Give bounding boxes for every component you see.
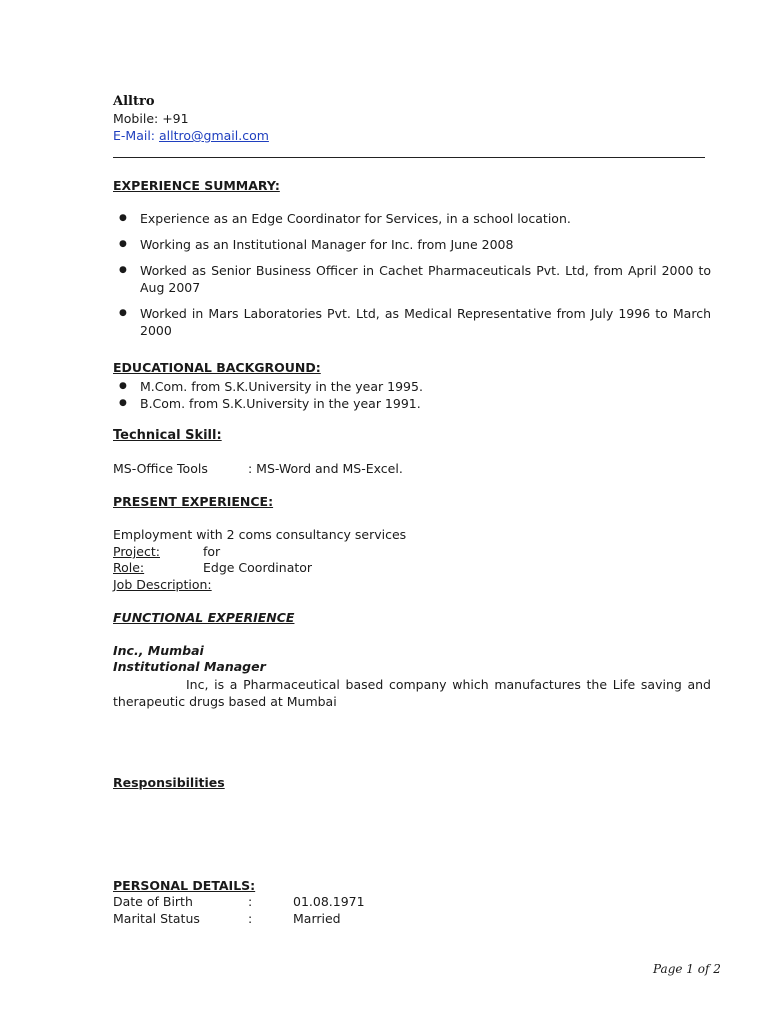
header-divider	[113, 157, 705, 158]
marital-status-label: Marital Status	[113, 911, 200, 926]
list-item: ● Experience as an Edge Coordinator for Services, in a school location.	[113, 210, 711, 227]
email-line	[113, 128, 269, 143]
page-number: Page 1 of 2	[653, 962, 721, 976]
job-description-label: Job Description:	[113, 577, 212, 592]
dob-separator: :	[248, 894, 253, 909]
company-description: Inc, is a Pharmaceutical based company which manufactures the Life saving and therapeutic drugs based at Mumbai	[113, 677, 711, 709]
list-item: ● Worked as Senior Business Officer in Cachet Pharmaceuticals Pvt. Ltd, from April 2000 to Aug 2007	[113, 262, 711, 296]
experience-summary-list	[113, 210, 711, 348]
education-list	[113, 378, 423, 412]
project-label: Project:	[113, 544, 160, 559]
marital-status-value: Married	[293, 911, 341, 926]
employment-line: Employment with 2 coms consultancy services	[113, 527, 407, 542]
dob-value: 01.08.1971	[293, 894, 365, 909]
role-label: Role:	[113, 560, 145, 575]
candidate-name: Alltro	[113, 94, 155, 109]
personal-details-heading: PERSONAL DETAILS:	[113, 878, 256, 893]
present-experience-heading: PRESENT EXPERIENCE:	[113, 494, 274, 509]
functional-experience-heading: FUNCTIONAL EXPERIENCE	[113, 610, 295, 625]
education-heading: EDUCATIONAL BACKGROUND:	[113, 360, 321, 375]
role-value: Edge Coordinator	[203, 560, 313, 575]
technical-skill-value: : MS-Word and MS-Excel.	[248, 461, 403, 476]
job-title: Institutional Manager	[113, 659, 266, 674]
mobile-line: Mobile: +91	[113, 111, 189, 126]
email-label: E-Mail:	[113, 128, 156, 143]
list-item: ● Working as an Institutional Manager for Inc. from June 2008	[113, 236, 711, 253]
marital-status-separator: :	[248, 911, 253, 926]
list-item: ● B.Com. from S.K.University in the year 1991.	[113, 395, 423, 412]
experience-summary-heading: EXPERIENCE SUMMARY:	[113, 178, 280, 193]
responsibilities-heading: Responsibilities	[113, 775, 225, 790]
company-name: Inc., Mumbai	[113, 643, 204, 658]
dob-label: Date of Birth	[113, 894, 193, 909]
technical-skill-heading: Technical Skill:	[113, 428, 222, 443]
list-item: ● M.Com. from S.K.University in the year 1995.	[113, 378, 423, 395]
list-item: ● Worked in Mars Laboratories Pvt. Ltd, as Medical Representative from July 1996 to March 2000	[113, 305, 711, 339]
project-value: for	[203, 544, 221, 559]
email-link[interactable]: alltro@gmail.com	[159, 128, 269, 143]
technical-skill-label: MS-Office Tools	[113, 461, 208, 476]
